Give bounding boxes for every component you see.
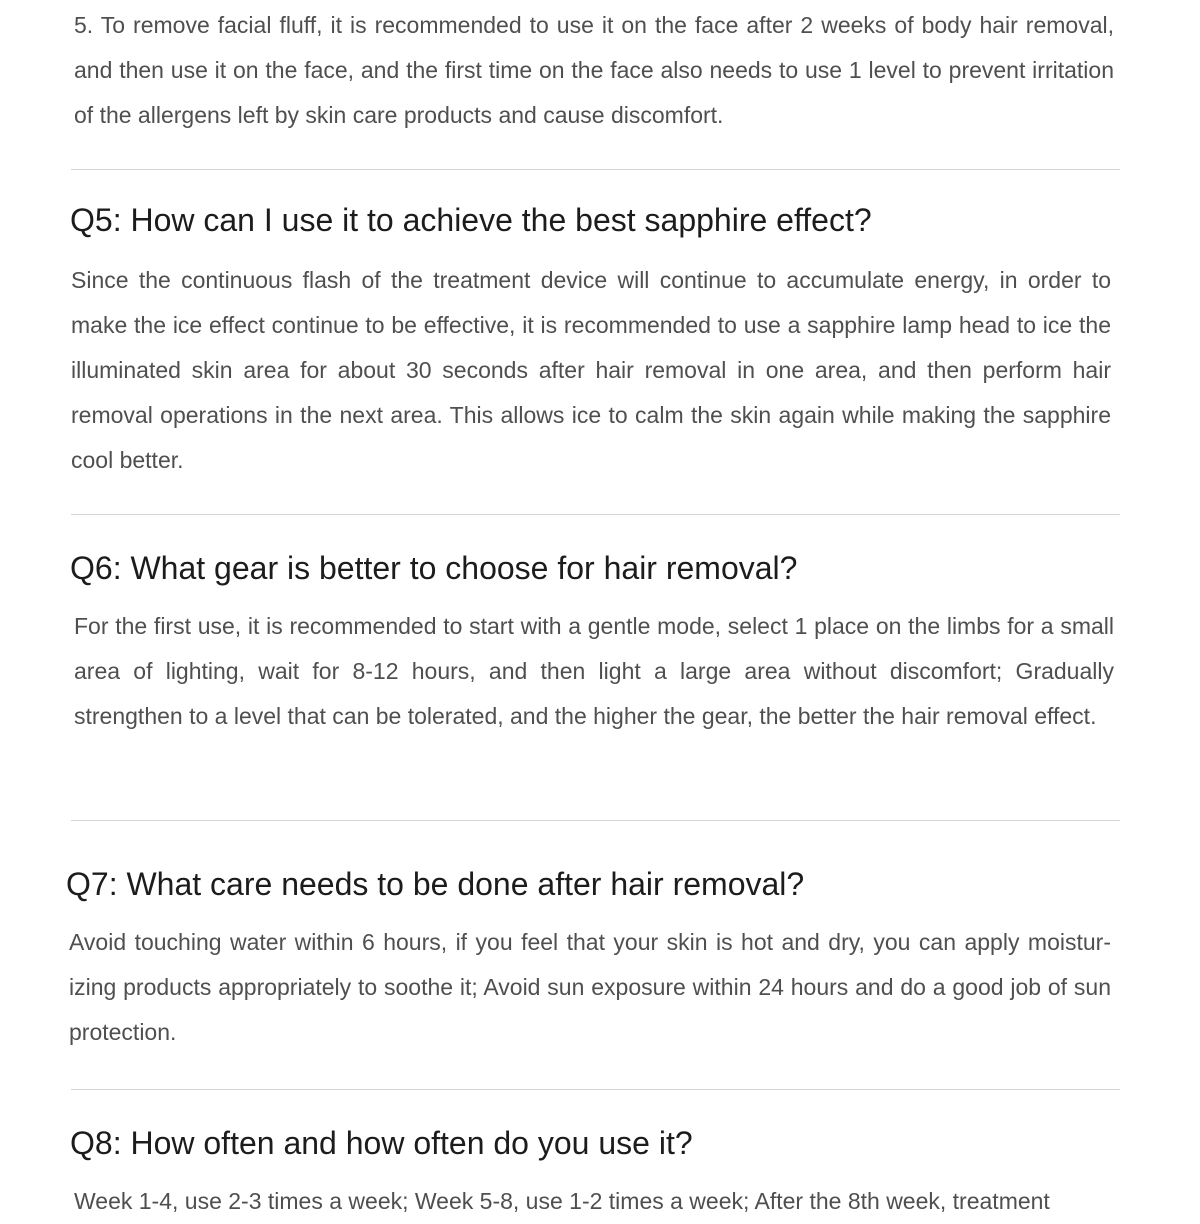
- section-divider: [71, 169, 1120, 170]
- faq-answer-q6: For the first use, it is recommended to start with a gentle mode, select 1 place on the limbs for a small area of lighting, wait for 8-12 hours, and then light a large area without discomfort; Gradually strengthen to a level that can be tolerated, and the higher the gear, the better the hair removal effect.: [74, 613, 1114, 729]
- faq-question-q6: Q6: What gear is better to choose for hair removal?: [70, 550, 798, 586]
- faq-answer-q7: Avoid touching water within 6 hours, if you feel that your skin is hot and dry, you can apply moisturizing products appropriately to soothe it; Avoid sun exposure within 24 hours and do a good job of sun protection.: [69, 929, 1111, 1045]
- intro-paragraph: 5. To remove facial fluff, it is recommended to use it on the face after 2 weeks of body hair removal, and then use it on the face, and the first time on the face also needs to use 1 level to prevent irritation of the allergens left by skin care products and cause discomfort.: [74, 12, 1114, 128]
- faq-answer-q8: Week 1-4, use 2-3 times a week; Week 5-8, use 1-2 times a week; After the 8th week, treatment: [74, 1188, 1050, 1214]
- faq-question-q7: Q7: What care needs to be done after hair removal?: [66, 866, 805, 902]
- section-divider: [71, 820, 1120, 821]
- faq-answer-q5: Since the continuous flash of the treatment device will continue to accumulate energy, in order to make the ice effect continue to be effective, it is recommended to use a sapphire lamp head to ice the illuminated skin area for about 30 seconds after hair removal in one area, and then perform hair removal operations in the next area. This allows ice to calm the skin again while making the sapphire cool better.: [71, 267, 1111, 473]
- faq-question-q5: Q5: How can I use it to achieve the best sapphire effect?: [70, 202, 872, 238]
- section-divider: [71, 514, 1120, 515]
- faq-question-q8: Q8: How often and how often do you use it?: [70, 1125, 693, 1161]
- section-divider: [71, 1089, 1120, 1090]
